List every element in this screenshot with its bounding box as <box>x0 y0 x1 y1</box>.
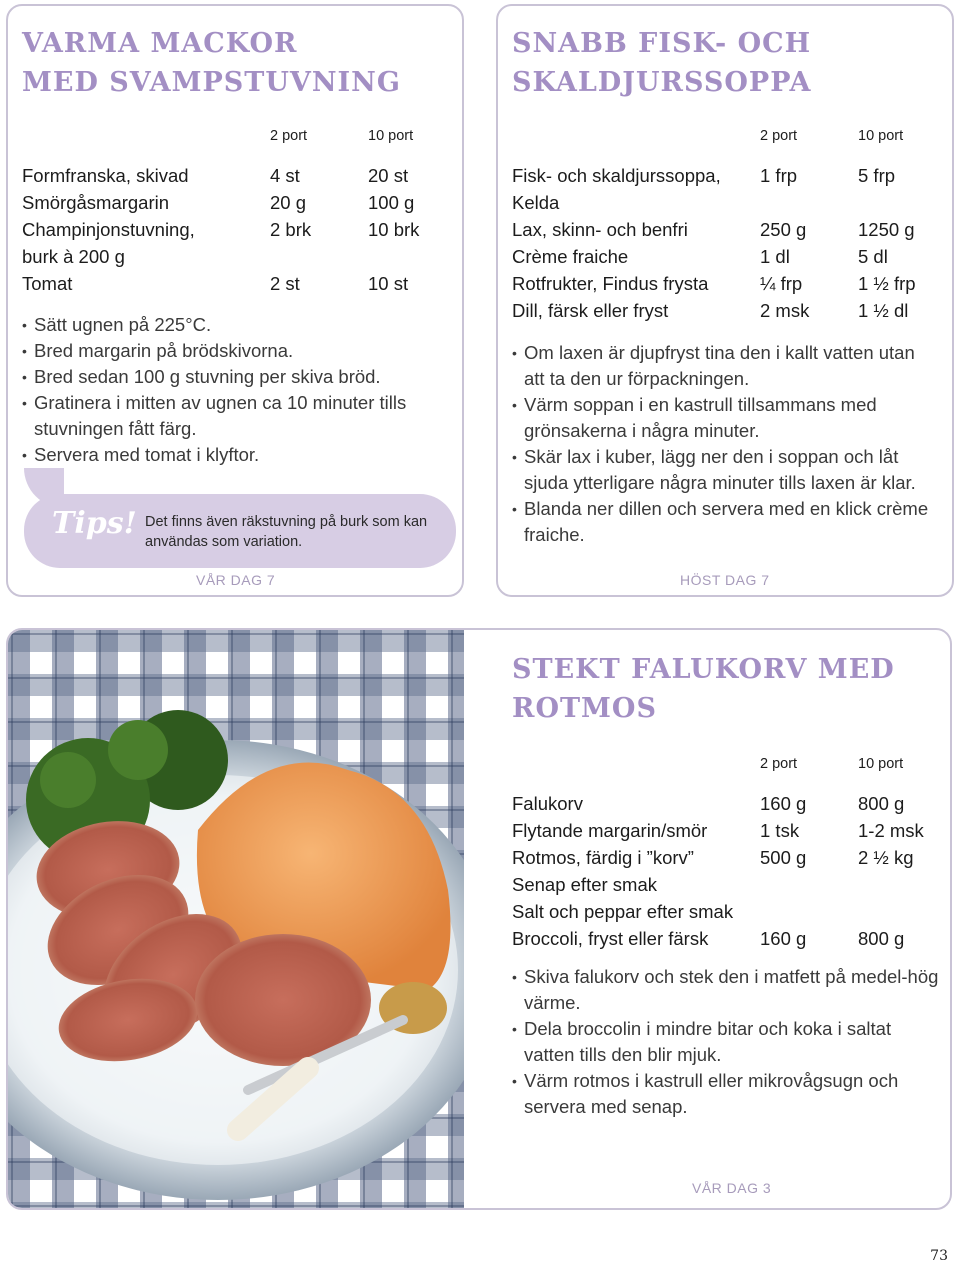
instruction-list <box>512 964 940 1120</box>
title-line-1: SNABB FISK- OCH <box>512 28 812 59</box>
recipe-title <box>512 650 895 728</box>
instruction-step: • Dela broccolin i mindre bitar och koka i saltat vatten tills den blir mjuk. <box>512 1016 940 1068</box>
instruction-step: • Bred margarin på brödskivorna. <box>22 338 442 364</box>
amount-2-port: 2 brk <box>270 219 312 240</box>
ingredient-name: Salt och peppar efter smak <box>512 901 734 922</box>
amount-10-port: 2 ½ kg <box>858 847 914 868</box>
ingredient-name: Formfranska, skivad <box>22 165 189 186</box>
amount-10-port: 800 g <box>858 928 905 949</box>
amount-2-port: 4 st <box>270 165 300 186</box>
amount-10-port: 5 frp <box>858 165 896 186</box>
amount-10-port: 10 st <box>368 273 409 294</box>
ingredient-name: Rotfrukter, Findus frysta <box>512 273 709 294</box>
instruction-step: • Servera med tomat i klyftor. <box>22 442 442 468</box>
ingredient-table <box>512 754 942 952</box>
instruction-step: • Skär lax i kuber, lägg ner den i soppan och låt sjuda ytterligare några minuter tills laxen är klar. <box>512 444 940 496</box>
recipe-card-falukorv <box>6 628 952 1210</box>
amount-2-port: 20 g <box>270 192 307 213</box>
amount-10-port: 100 g <box>368 192 415 213</box>
portion-header <box>512 754 942 774</box>
ingredient-row <box>512 162 942 189</box>
ingredient-name: Senap efter smak <box>512 874 657 895</box>
ingredient-name: Falukorv <box>512 793 583 814</box>
recipe-card-varma-mackor <box>6 4 464 597</box>
ingredient-row <box>512 925 942 952</box>
amount-2-port: ¼ frp <box>760 273 803 294</box>
tips-label: Tips! <box>52 506 137 541</box>
ingredient-name: Tomat <box>22 273 73 294</box>
ingredient-row <box>512 243 942 270</box>
ingredient-name: Crème fraiche <box>512 246 629 267</box>
portion-header <box>512 126 942 146</box>
ingredient-row <box>512 297 942 324</box>
instruction-list <box>22 312 442 468</box>
instruction-step: • Om laxen är djupfryst tina den i kallt vatten utan att ta den ur förpackningen. <box>512 340 940 392</box>
ingredient-row <box>512 817 942 844</box>
ingredient-row <box>512 270 942 297</box>
header-2-port: 2 port <box>760 756 798 772</box>
instruction-step: • Skiva falukorv och stek den i matfett på medel-hög värme. <box>512 964 940 1016</box>
title-line-2: ROTMOS <box>512 693 657 724</box>
title-line-2: SKALDJURSSOPPA <box>512 67 812 98</box>
title-line-1: STEKT FALUKORV MED <box>512 654 895 685</box>
amount-2-port: 250 g <box>760 219 807 240</box>
ingredient-name: Broccoli, fryst eller färsk <box>512 928 709 949</box>
amount-2-port: 2 msk <box>760 300 810 321</box>
ingredient-name: Fisk- och skaldjurssoppa, <box>512 165 721 186</box>
amount-10-port: 20 st <box>368 165 409 186</box>
amount-2-port: 160 g <box>760 793 807 814</box>
instruction-step: • Värm rotmos i kastrull eller mikrovågsugn och servera med senap. <box>512 1068 940 1120</box>
ingredient-name: Kelda <box>512 192 560 213</box>
header-10-port: 10 port <box>368 128 414 144</box>
portion-header <box>22 126 452 146</box>
amount-2-port: 2 st <box>270 273 300 294</box>
amount-10-port: 1 ½ dl <box>858 300 909 321</box>
header-10-port: 10 port <box>858 756 904 772</box>
ingredient-row <box>512 898 942 925</box>
ingredient-name: Flytande margarin/smör <box>512 820 708 841</box>
ingredient-row <box>22 216 452 243</box>
amount-10-port: 800 g <box>858 793 905 814</box>
instruction-step: • Sätt ugnen på 225°C. <box>22 312 442 338</box>
amount-2-port: 1 tsk <box>760 820 800 841</box>
instruction-step: • Blanda ner dillen och servera med en klick crème fraiche. <box>512 496 940 548</box>
amount-10-port: 5 dl <box>858 246 888 267</box>
page-number: 73 <box>930 1248 948 1264</box>
ingredient-name: Smörgåsmargarin <box>22 192 170 213</box>
ingredient-row <box>22 162 452 189</box>
ingredient-name: Champinjonstuvning, <box>22 219 195 240</box>
ingredient-row <box>512 844 942 871</box>
recipe-card-fisksoppa <box>496 4 954 597</box>
instruction-step: • Värm soppan i en kastrull tillsammans med grönsakerna i några minuter. <box>512 392 940 444</box>
header-2-port: 2 port <box>760 128 798 144</box>
recipe-title <box>512 24 812 102</box>
header-10-port: 10 port <box>858 128 904 144</box>
falukorv-rotmos-photo <box>8 630 464 1210</box>
title-line-1: VARMA MACKOR <box>22 28 298 59</box>
ingredient-row <box>512 871 942 898</box>
ingredient-table <box>512 126 942 324</box>
amount-2-port: 500 g <box>760 847 807 868</box>
ingredient-row <box>22 189 452 216</box>
instruction-step: • Gratinera i mitten av ugnen ca 10 minuter tills stuvningen fått färg. <box>22 390 442 442</box>
amount-10-port: 1250 g <box>858 219 915 240</box>
ingredient-row <box>512 790 942 817</box>
amount-2-port: 1 dl <box>760 246 790 267</box>
instruction-list <box>512 340 940 548</box>
amount-2-port: 1 frp <box>760 165 798 186</box>
tips-text: Det finns även räkstuvning på burk som kan användas som variation. <box>145 514 428 550</box>
amount-2-port: 160 g <box>760 928 807 949</box>
instruction-step: • Bred sedan 100 g stuvning per skiva bröd. <box>22 364 442 390</box>
amount-10-port: 1 ½ frp <box>858 273 916 294</box>
ingredient-row <box>512 189 942 216</box>
ingredient-table <box>22 126 452 297</box>
title-line-2: MED SVAMPSTUVNING <box>22 67 401 98</box>
ingredient-name: Dill, färsk eller fryst <box>512 300 669 321</box>
ingredient-name: Lax, skinn- och benfri <box>512 219 688 240</box>
recipe-title <box>22 24 401 102</box>
ingredient-row <box>22 243 452 270</box>
header-2-port: 2 port <box>270 128 308 144</box>
ingredient-name: burk à 200 g <box>22 246 125 267</box>
ingredient-name: Rotmos, färdig i ”korv” <box>512 847 694 868</box>
ingredient-row <box>512 216 942 243</box>
amount-10-port: 1-2 msk <box>858 820 924 841</box>
season-day-label: VÅR DAG 3 <box>692 1180 772 1196</box>
season-day-label: VÅR DAG 7 <box>196 572 276 588</box>
ingredient-row <box>22 270 452 297</box>
season-day-label: HÖST DAG 7 <box>680 572 770 588</box>
amount-10-port: 10 brk <box>368 219 420 240</box>
